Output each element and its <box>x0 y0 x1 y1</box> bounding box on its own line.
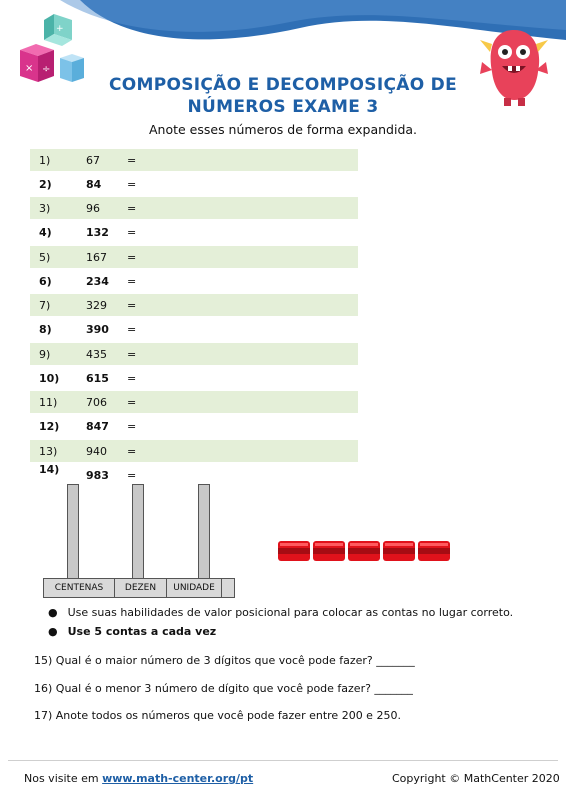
row-value: 84 <box>86 178 102 191</box>
row-equals: = <box>127 348 137 361</box>
row-equals: = <box>127 226 137 239</box>
bead-icon[interactable] <box>278 541 310 561</box>
row-number: 11) <box>39 396 58 409</box>
row-number: 6) <box>39 275 52 288</box>
bullet-text: Use 5 contas a cada vez <box>67 625 217 638</box>
row-number: 10) <box>39 372 60 385</box>
instructions-subtitle: Anote esses números de forma expandida. <box>148 122 418 137</box>
row-equals: = <box>127 469 137 482</box>
abacus-rod-dezen <box>132 484 144 580</box>
exercise-row <box>30 270 358 292</box>
exercise-row <box>30 367 358 389</box>
bullet-text: Use suas habilidades de valor posicional para colocar as contas no lugar correto. <box>67 606 514 619</box>
row-value: 615 <box>86 372 109 385</box>
exercise-row <box>30 149 358 171</box>
row-equals: = <box>127 299 137 312</box>
row-value: 234 <box>86 275 109 288</box>
question-15: 15) Qual é o maior número de 3 dígitos que você pode fazer? _______ <box>34 654 415 667</box>
row-equals: = <box>127 202 137 215</box>
row-equals: = <box>127 396 137 409</box>
bead-icon[interactable] <box>383 541 415 561</box>
row-equals: = <box>127 275 137 288</box>
exercise-row <box>30 221 358 243</box>
row-equals: = <box>127 323 137 336</box>
row-equals: = <box>127 445 137 458</box>
abacus-base <box>43 578 235 598</box>
row-value: 940 <box>86 445 107 458</box>
row-number: 8) <box>39 323 52 336</box>
abacus-rod-centenas <box>67 484 79 580</box>
abacus-rod-unidade <box>198 484 210 580</box>
row-value: 329 <box>86 299 107 312</box>
exercise-row <box>30 173 358 195</box>
row-number: 13) <box>39 445 58 458</box>
bead-icon[interactable] <box>418 541 450 561</box>
row-value: 132 <box>86 226 109 239</box>
footer-divider <box>8 760 558 761</box>
exercise-row <box>30 294 358 316</box>
abacus-label-centenas: CENTENAS <box>44 579 115 597</box>
svg-text:÷: ÷ <box>42 64 51 75</box>
row-value: 67 <box>86 154 100 167</box>
row-value: 983 <box>86 469 109 482</box>
row-number: 14) <box>39 463 60 476</box>
bullet-item: ● Use suas habilidades de valor posicional para colocar as contas no lugar correto. <box>48 606 514 619</box>
row-number: 7) <box>39 299 51 312</box>
row-number: 2) <box>39 178 52 191</box>
page-title-line1: COMPOSIÇÃO E DECOMPOSIÇÃO DE <box>108 75 458 95</box>
page-title-line2: NÚMEROS EXAME 3 <box>187 97 379 117</box>
row-equals: = <box>127 154 137 167</box>
row-equals: = <box>127 178 137 191</box>
bead-icon[interactable] <box>348 541 380 561</box>
row-value: 435 <box>86 348 107 361</box>
row-equals: = <box>127 251 137 264</box>
exercise-row <box>30 246 358 268</box>
exercise-row <box>30 391 358 413</box>
row-equals: = <box>127 372 137 385</box>
abacus-label-unidade: UNIDADE <box>167 579 222 597</box>
exercise-row <box>30 462 358 484</box>
question-16: 16) Qual é o menor 3 número de dígito que você pode fazer? _______ <box>34 682 413 695</box>
bullet-item: ● Use 5 contas a cada vez <box>48 625 217 638</box>
row-value: 390 <box>86 323 109 336</box>
svg-text:+: + <box>56 24 64 34</box>
row-value: 706 <box>86 396 107 409</box>
exercise-row <box>30 343 358 365</box>
exercise-row <box>30 440 358 462</box>
row-value: 167 <box>86 251 107 264</box>
footer-link[interactable]: www.math-center.org/pt <box>102 772 254 785</box>
abacus-label-dezen: DEZEN <box>115 579 167 597</box>
row-equals: = <box>127 420 137 433</box>
footer-visit-prefix: Nos visite em <box>24 772 99 785</box>
row-number: 1) <box>39 154 51 167</box>
row-number: 4) <box>39 226 52 239</box>
row-number: 12) <box>39 420 60 433</box>
exercise-row <box>30 415 358 437</box>
row-number: 3) <box>39 202 51 215</box>
footer-copyright: Copyright © MathCenter 2020 <box>392 772 560 785</box>
footer-visit <box>24 772 253 785</box>
bead-icon[interactable] <box>313 541 345 561</box>
svg-text:×: × <box>25 63 34 74</box>
row-value: 847 <box>86 420 109 433</box>
row-value: 96 <box>86 202 100 215</box>
exercise-row <box>30 197 358 219</box>
row-number: 9) <box>39 348 51 361</box>
row-number: 5) <box>39 251 51 264</box>
question-17: 17) Anote todos os números que você pode fazer entre 200 e 250. <box>34 709 401 722</box>
exercise-row <box>30 318 358 340</box>
